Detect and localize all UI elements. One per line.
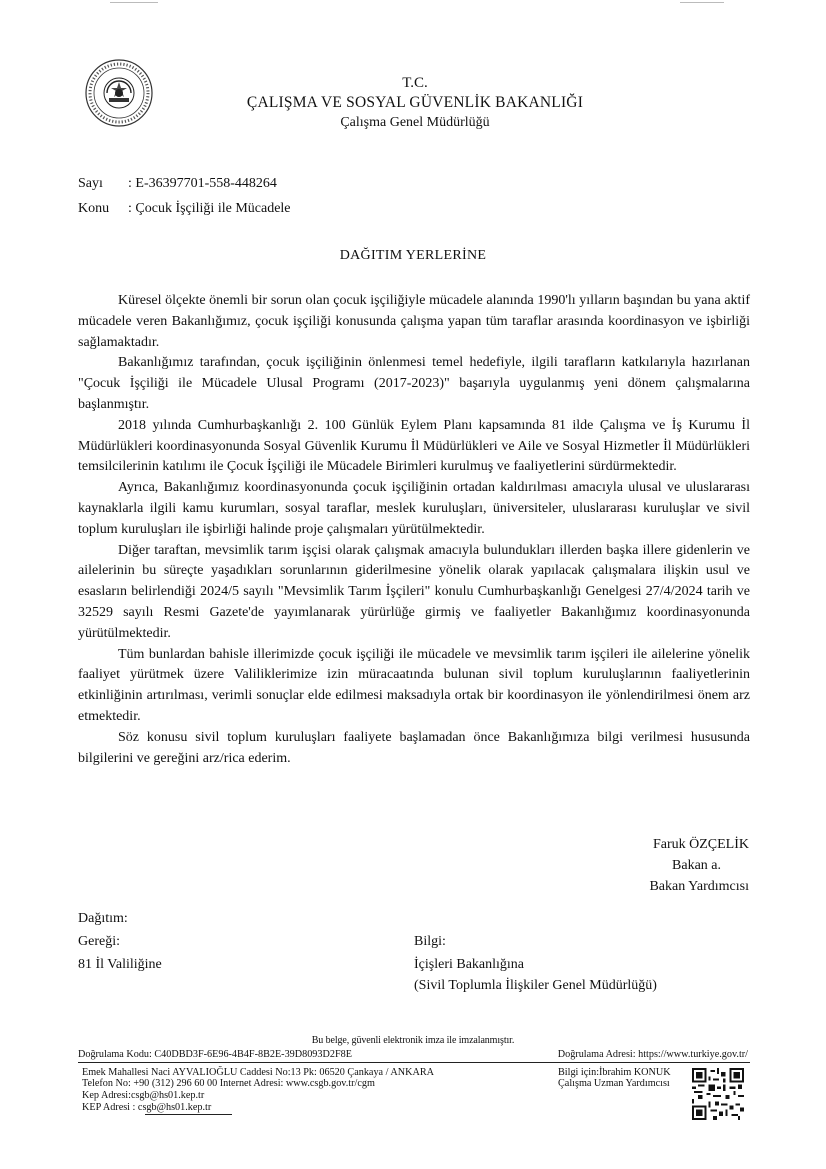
paragraph: Diğer taraftan, mevsimlik tarım işçisi olarak çalışmak amacıyla bulundukları illerden başka illere gidenlerin ve ailelerinin bu süreçte yaşadıkları sorunlarının giderilmesine yönelik olarak yapılacak çalışmalara ilişkin usul ve esasların belirlendiği 2024/5 sayılı "Mevsimlik Tarım İşçileri" konulu Cumhurbaşkanlığı Genelgesi 27/4/2024 tarih ve 32529 sayılı Resmi Gazete'de yayımlanarak yürürlüğe girmiş ve faaliyetler Bakanlığımız koordinasyonunda yürütülmektedir. bbox=[78, 542, 750, 641]
meta-sayi bbox=[78, 176, 277, 192]
letter-body bbox=[78, 291, 750, 769]
meta-konu bbox=[78, 201, 291, 217]
letterhead bbox=[200, 73, 630, 133]
sayi-value: : E-36397701-558-448264 bbox=[128, 176, 277, 191]
paragraph: Söz konusu sivil toplum kuruluşları faaliyete başlamadan önce Bakanlığımıza bilgi verilmesi hususunda bilgilerini ve gereğini arz/rica ederim. bbox=[78, 729, 750, 766]
verify-address[interactable]: Doğrulama Adresi: https://www.turkiye.gov.tr/ bbox=[557, 1049, 748, 1060]
gereği-value: 81 İl Valiliğine bbox=[78, 957, 162, 972]
footer-kep-1[interactable]: Kep Adresi:csgb@hs01.kep.tr bbox=[82, 1090, 205, 1101]
footer-rule bbox=[78, 1062, 750, 1063]
signature-block bbox=[649, 834, 749, 897]
bilgi-line1: İçişleri Bakanlığına bbox=[414, 957, 525, 972]
kep-underline bbox=[145, 1114, 232, 1115]
verify-code: Doğrulama Kodu: C40DBD3F-6E96-4B4F-8B2E-39D8093D2F8E bbox=[78, 1049, 352, 1060]
ministry-seal-icon bbox=[84, 58, 154, 128]
signer-name: Faruk ÖZÇELİK bbox=[652, 837, 749, 852]
info-contact: Bilgi için:İbrahim KONUK bbox=[558, 1067, 671, 1078]
esign-note: Bu belge, güvenli elektronik imza ile imzalanmıştır. bbox=[311, 1035, 515, 1046]
distribution-label: Dağıtım: bbox=[78, 911, 128, 926]
bilgi-label: Bilgi: bbox=[414, 934, 446, 949]
paragraph: Tüm bunlardan bahisle illerimizde çocuk işçiliği ile mücadele ve mevsimlik tarım işçileri ile ailelerine yönelik faaliyet yürütmek üzere Valiliklerimize izin müracaatında bulunan sivil toplum kuruluşlarının faaliyetlerinin etkinliğinin artırılması, verimli sonuçlar elde edilmesi maksadıyla ortak bir koordinasyon ile yönlendirilmesi önem arz etmektedir. bbox=[78, 646, 750, 724]
paragraph: Küresel ölçekte önemli bir sorun olan çocuk işçiliğiyle mücadele alanında 1990'lı yılların başından bu yana aktif mücadele veren Bakanlığımız, çocuk işçiliği konusunda çalışma yapan tüm taraflar arasında koordinasyon ve işbirliği sağlamaktadır. bbox=[78, 293, 750, 350]
footer-address: Emek Mahallesi Naci AYVALIOĞLU Caddesi No:13 Pk: 06520 Çankaya / ANKARA bbox=[82, 1067, 434, 1078]
header-tc: T.C. bbox=[402, 75, 428, 91]
paragraph: Bakanlığımız tarafından, çocuk işçiliğinin önlenmesi temel hedefiyle, ilgili tarafların katkılarıyla hazırlanan "Çocuk İşçiliği ile Mücadele Ulusal Programı (2017-2023)" başarıyla uygulanmış yeni dönem çalışmalarına başlanmıştır. bbox=[78, 355, 750, 412]
bilgi-line2: (Sivil Toplumla İlişkiler Genel Müdürlüğü) bbox=[414, 978, 657, 993]
info-title: Çalışma Uzman Yardımcısı bbox=[558, 1078, 670, 1089]
header-directorate: Çalışma Genel Müdürlüğü bbox=[340, 115, 490, 130]
addressee-title: DAĞITIM YERLERİNE bbox=[339, 248, 487, 263]
qr-code-icon[interactable] bbox=[692, 1068, 744, 1120]
header-ministry: ÇALIŞMA VE SOSYAL GÜVENLİK BAKANLIĞI bbox=[246, 94, 584, 111]
footer-phone: Telefon No: +90 (312) 296 60 00 Internet Adresi: www.csgb.gov.tr/cgm bbox=[82, 1078, 375, 1089]
konu-label: Konu bbox=[78, 201, 110, 216]
signer-title: Bakan Yardımcısı bbox=[649, 879, 749, 894]
paragraph: Ayrıca, Bakanlığımız koordinasyonunda çocuk işçiliğinin ortadan kaldırılması amacıyla ulusal ve uluslararası kaynaklarla ilgili kamu kurumları, sosyal taraflar, meslek kuruluşları, üniversiteler, uluslararası kuruluşlar ve sivil toplum kuruluşları ile işbirliği halinde proje çalışmaları yürütülmektedir. bbox=[78, 480, 750, 537]
top-rule-left bbox=[110, 2, 158, 3]
konu-value: : Çocuk İşçiliği ile Mücadele bbox=[128, 201, 291, 216]
gereği-label: Gereği: bbox=[78, 934, 120, 949]
signer-role: Bakan a. bbox=[672, 858, 721, 873]
top-rule-right bbox=[680, 2, 724, 3]
footer-kep-2[interactable]: KEP Adresi : csgb@hs01.kep.tr bbox=[82, 1102, 212, 1113]
paragraph: 2018 yılında Cumhurbaşkanlığı 2. 100 Günlük Eylem Planı kapsamında 81 ilde Çalışma ve İş Kurumu İl Müdürlükleri koordinasyonunda Sosyal Güvenlik Kurumu İl Müdürlükleri ve Aile ve Sosyal Hizmetler İl Müdürlükleri temsilcilerinin katılımı ile Çocuk İşçiliği ile Mücadele Birimleri kurulmuş ve faaliyetlerini sürdürmektedir. bbox=[78, 417, 750, 475]
sayi-label: Sayı bbox=[78, 176, 103, 191]
